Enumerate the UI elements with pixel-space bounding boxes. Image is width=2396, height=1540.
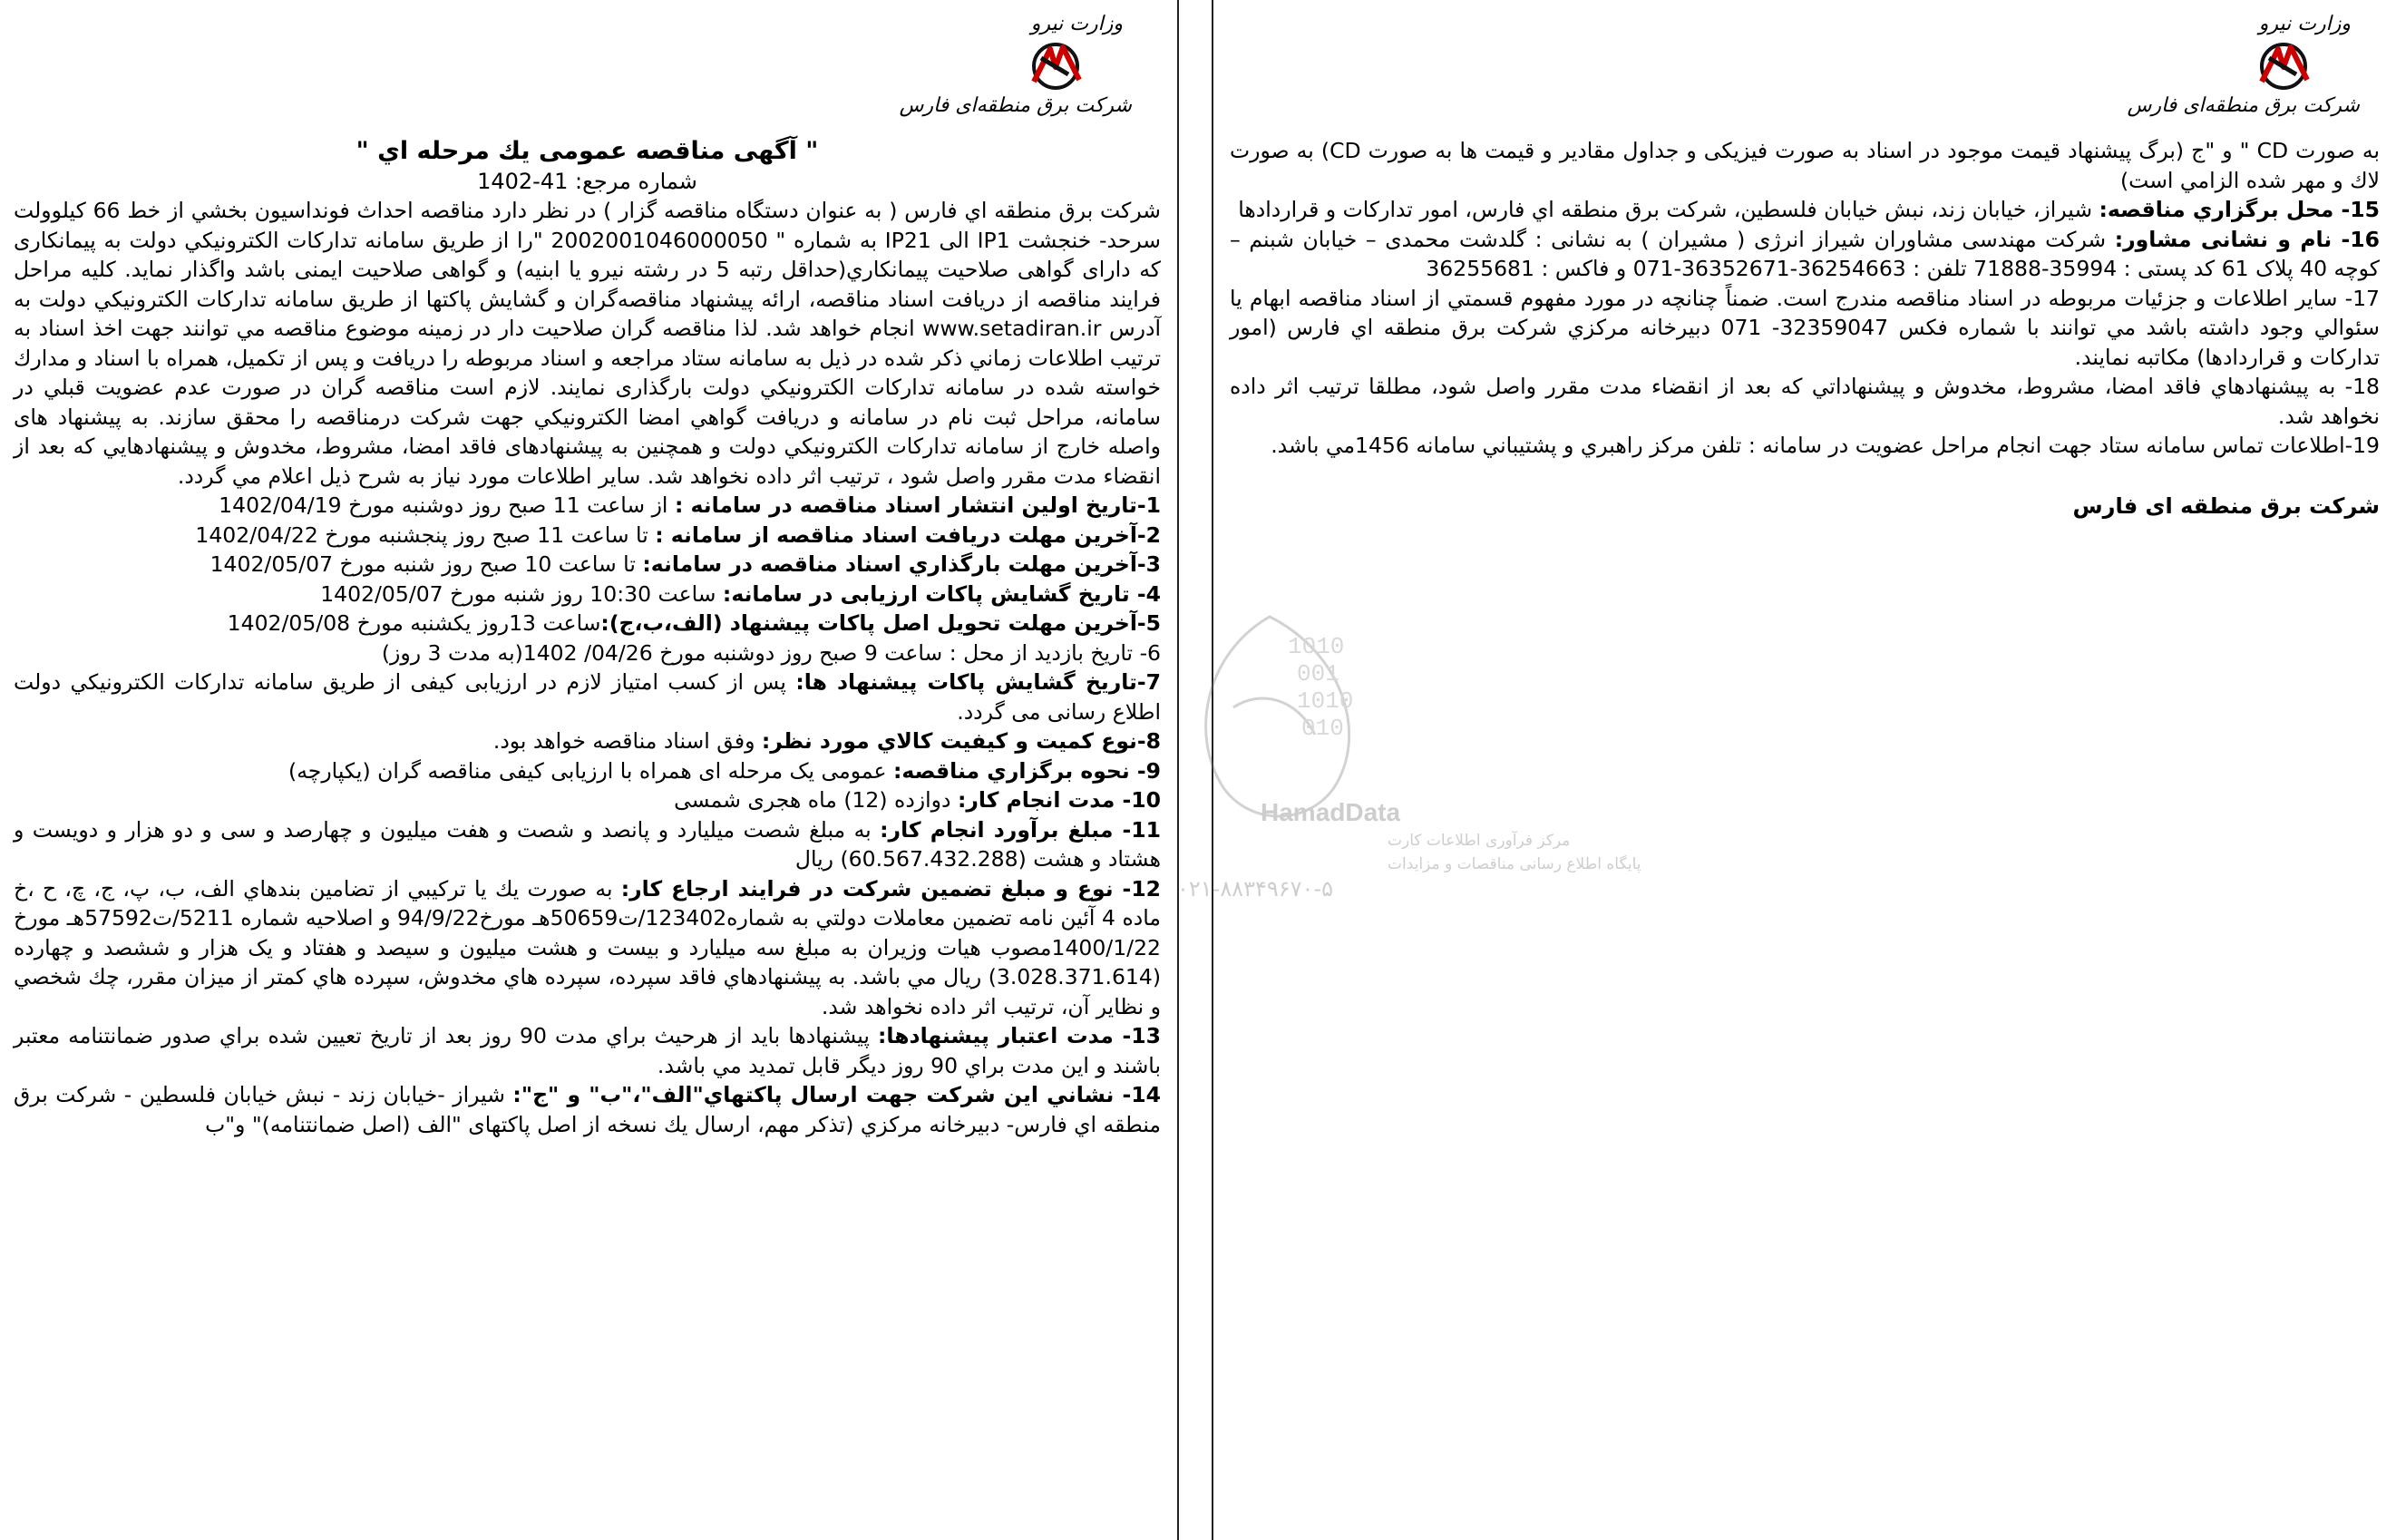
- notice-item-text: ساعت 10:30 روز شنبه مورخ 1402/05/07: [320, 580, 723, 607]
- notice-item-label: 4- تاريخ گشايش پاكات ارزيابی در سامانه:: [722, 580, 1161, 607]
- notice-items-left: [14, 491, 1161, 1139]
- logo-ministry-text: وزارت نیرو: [2258, 13, 2351, 35]
- notice-item-label: 13- مدت اعتبار پيشنهادها:: [878, 1023, 1161, 1048]
- notice-item-text: تا ساعت 11 صبح روز پنجشنبه مورخ 1402/04/22: [195, 521, 656, 548]
- notice-item: [1230, 431, 2380, 461]
- notice-item-text: 17- ساير اطلاعات و جزئيات مربوطه در اسناد مناقصه مندرج است. ضمناً چنانچه در مورد مفهوم قسمتي از اسناد مناقصه ابهام يا سئوالي وجود داشته باشد مي توانند با شماره فكس 32359047- 071 دبيرخانه مركزي شركت برق منطقه اي فارس (امور تداركات و قراردادها) مكاتبه نمايند.: [1230, 285, 2380, 370]
- notice-item: [1230, 284, 2380, 373]
- notice-page-left: [0, 0, 1179, 1540]
- notice-item: [14, 756, 1161, 786]
- notice-item: [14, 785, 1161, 815]
- notice-item-text: پيشنهادها بايد از هرحيث براي مدت 90 روز بعد از تاريخ تعيين شده براي صدور ضمانتنامه معتبر باشند و اين مدت براي 90 روز ديگر قابل تمديد مي باشد.: [14, 1023, 1161, 1078]
- notice-item: [14, 550, 1161, 580]
- notice-item-text: به صورت يك يا تركيبي از تضامين بندهاي الف، ب، پ، ج، چ، ح ،خ ماده 4 آئين نامه تضمين معاملات دولتي به شماره123402/ت50659هـ مورخ94/9/22 و اصلاحيه شماره 5211/ت57592هـ مورخ 1400/1/22مصوب هيات وزيران به مبلغ سه ميليارد و بيست و هشت ميليون و سيصد و هفتاد و یک هزار و ششصد و چهارده (3.028.371.614) ريال مي باشد. به پيشنهادهاي فاقد سپرده، سپرده هاي مخدوش، سپرده هاي كمتر از ميزان مقرر، چك شخصي و نظاير آن، ترتيب اثر داده نخواهد شد.: [14, 875, 1161, 1019]
- company-logo-right: [2127, 13, 2360, 122]
- logo-company-text: شرکت برق منطقه‌ای فارس: [2127, 94, 2360, 117]
- watermark-line2: پایگاه اطلاع رسانی مناقصات و مزایدات: [1388, 855, 1641, 873]
- reference-number: شماره مرجع: 41-1402: [477, 169, 697, 194]
- svg-text:1010: 1010: [1288, 633, 1345, 660]
- notice-item-text: دوازده (12) ماه هجری شمسی: [674, 787, 958, 813]
- notice-title: " آگهی مناقصه عمومی يك مرحله اي ": [356, 137, 819, 165]
- notice-item-label: 14- نشاني اين شرکت جهت ارسال پاكتهاي"الف"،"ب" و "ج":: [512, 1082, 1161, 1107]
- notice-item-text: 6- تاریخ بازدید از محل : ساعت 9 صبح روز دوشنبه مورخ 04/26/ 1402(به مدت 3 روز): [381, 639, 1161, 666]
- notice-item: [14, 668, 1161, 726]
- notice-item-label: 12- نوع و مبلغ تضمين شركت در فرايند ارجاع كار:: [620, 875, 1162, 902]
- notice-item-label: 10- مدت انجام كار:: [957, 787, 1161, 813]
- notice-item-text: شيراز، خيابان زند، نبش خيابان فلسطين، شركت برق منطقه اي فارس، امور تداركات و قراردادها: [1238, 197, 2099, 222]
- watermark-brand: HamadData: [1261, 798, 1401, 826]
- notice-item-text: 19-اطلاعات تماس سامانه ستاد جهت انجام مراحل عضويت در سامانه : تلفن مركز راهبري و پشتيباني سامانه 1456مي باشد.: [1271, 433, 2380, 458]
- svg-text:1010: 1010: [1297, 687, 1354, 715]
- notice-item: [14, 580, 1161, 609]
- notice-item-label: 7-تاريخ گشايش پاكات پيشنهاد ها:: [795, 669, 1161, 695]
- watermark-phone: ۰۲۱-۸۸۳۴۹۶۷۰-۵: [1176, 876, 1333, 902]
- notice-item-label: 3-آخرين مهلت بارگذاري اسناد مناقصه در سامانه:: [642, 551, 1161, 577]
- company-logo: [899, 13, 1132, 122]
- notice-item: [14, 815, 1161, 874]
- notice-item-text: از ساعت 11 صبح روز دوشنبه مورخ 1402/04/19: [219, 492, 675, 518]
- notice-item-text: شيراز -خيابان زند - نبش خيابان فلسطين - شرکت برق منطقه اي فارس- دبيرخانه مرکزي (تذکر مهم، ارسال يك نسخه از اصل پاکتهای "الف (اصل ضمانتنامه)" و"ب: [14, 1082, 1161, 1137]
- notice-intro: شرکت برق منطقه اي فارس ( به عنوان دستگاه مناقصه گزار ) در نظر دارد مناقصه احداث فونداسيون بخشي از خط 66 کيلوولت سرحد- خنجشت IP1 الی IP21 به شماره " 2002001046000050 "را از طريق سامانه تداركات الكترونيكي دولت به پيمانکاری که دارای گواهی صلاحيت پيمانكاري(حداقل رتبه 5 در رشته نيرو يا ابنيه) و گواهی صلاحيت ايمنی باشد واگذار نمايد. كليه مراحل فرايند مناقصه از دريافت اسناد مناقصه، ارائه پيشنهاد مناقصه‌گران و گشايش پاکتها از طريق سامانه تداركات الكترونيكي دولت به آدرس www.setadiran.ir انجام خواهد شد. لذا مناقصه گران صلاحيت دار در زمينه موضوع مناقصه مي توانند جهت اخذ اسناد به ترتيب اطلاعات زماني ذكر شده در ذيل به سامانه ستاد مراجعه و اسناد مربوطه را دريافت و پس از تكميل، همراه با اسناد و مدارك خواسته شده در سامانه تداركات الكترونيكي دولت بارگذاری نمايند. لازم است مناقصه گران در صورت عدم عضويت قبلي در سامانه، مراحل ثبت نام در سامانه و دريافت گواهي امضا الكترونيكي جهت شركت درمناقصه را محقق سازند. به پيشنهاد های واصله خارج از سامانه تداركات الكترونيكي دولت و همچنين به پيشنهادهاى فاقد امضا، مشروط، مخدوش و پيشنهادهايي كه بعد از انقضاء مدت مقرر واصل شود ، ترتيب اثر داده نخواهد شد. ساير اطلاعات مورد نياز به شرح ذيل اعلام مي گردد.: [14, 198, 1162, 489]
- notice-item: [14, 521, 1161, 551]
- notice-item: [14, 638, 1161, 668]
- notice-item: [14, 874, 1161, 1022]
- logo-mark-icon: [1023, 40, 1088, 93]
- notice-item-text: وفق اسناد مناقصه خواهد بود.: [492, 728, 762, 754]
- svg-text:010: 010: [1301, 715, 1344, 742]
- notice-item-label: 8-نوع کميت و کيفيت كالاي مورد نظر:: [761, 728, 1161, 754]
- notice-item-text: 18- به پيشنهادهاي فاقد امضا، مشروط، مخدوش و پيشنهاداتي كه بعد از انقضاء مدت مقرر واصل شود، مطلقا ترتيب اثر داده نخواهد شد.: [1230, 374, 2380, 429]
- notice-item: [1230, 372, 2380, 431]
- notice-page-right: [1212, 0, 2396, 1540]
- notice-item: [14, 609, 1161, 638]
- notice-body-right: [1230, 136, 2380, 521]
- svg-text:001: 001: [1297, 660, 1339, 687]
- notice-item: [14, 726, 1161, 756]
- watermark-line1: مرکز فرآوری اطلاعات کارت: [1388, 832, 1571, 850]
- signature-company: شرکت برق منطقه ای فارس: [2072, 492, 2380, 519]
- notice-item-label: 16- نام و نشانی مشاور:: [2114, 226, 2380, 252]
- notice-item-text: تا ساعت 10 صبح روز شنبه مورخ 1402/05/07: [209, 551, 643, 577]
- notice-item-text: شرکت مهندسی مشاوران شيراز انرژی ( مشيران ) به نشانی : گلدشت محمدی – خيابان شبنم – كوچه 40 پلاک 61 کد پستی : 35994-71888 تلفن : 36254663-36352671-071 و فاكس : 36255681: [1230, 226, 2380, 281]
- notice-item-label: 1-تاريخ اولين انتشار اسناد مناقصه در سامانه :: [674, 492, 1161, 518]
- notice-item: [14, 491, 1161, 521]
- notice-item-label: 11- مبلغ برآورد انجام كار:: [880, 816, 1161, 843]
- notice-item: [14, 1080, 1161, 1139]
- notice-item-text: عمومی یک مرحله ای همراه با ارزيابی کيفی مناقصه گران (يکپارچه): [288, 757, 893, 784]
- logo-company-text: شرکت برق منطقه‌ای فارس: [899, 94, 1132, 117]
- continued-text: به صورت CD " و "ج (برگ پيشنهاد قيمت موجود در اسناد به صورت فيزيکی و جداول مقادير و قيمت ها به صورت CD) به صورت لاك و مهر شده الزامي است): [1230, 138, 2380, 193]
- notice-item-label: 2-آخرين مهلت دريافت اسناد مناقصه از سامانه :: [655, 521, 1161, 548]
- notice-item-text: به مبلغ شصت ميليارد و پانصد و شصت و هفت ميليون و چهارصد و سی و دو هزار و دويست و هشتاد و هشت (60.567.432.288) ريال: [14, 816, 1161, 872]
- notice-item: [14, 1021, 1161, 1080]
- notice-item-text: ساعت 13روز يكشنبه مورخ 1402/05/08: [227, 610, 601, 636]
- logo-ministry-text: وزارت نیرو: [1030, 13, 1123, 35]
- notice-item-label: 15- محل برگزاري مناقصه:: [2099, 197, 2380, 222]
- notice-item: [1230, 195, 2380, 225]
- notice-item: [1230, 225, 2380, 284]
- logo-mark-icon: [2251, 40, 2316, 93]
- notice-body-left: [14, 136, 1161, 1139]
- notice-item-label: 5-آخرين مهلت تحويل اصل پاكات پيشنهاد (الف،ب،ج):: [600, 610, 1161, 636]
- notice-items-right: [1230, 195, 2380, 461]
- notice-item-text: پس از کسب امتياز لازم در ارزيابی کيفی از طريق سامانه تداركات الكترونيكي دولت اطلاع رسانی می گردد.: [14, 669, 1161, 725]
- notice-item-label: 9- نحوه برگزاري مناقصه:: [892, 757, 1161, 784]
